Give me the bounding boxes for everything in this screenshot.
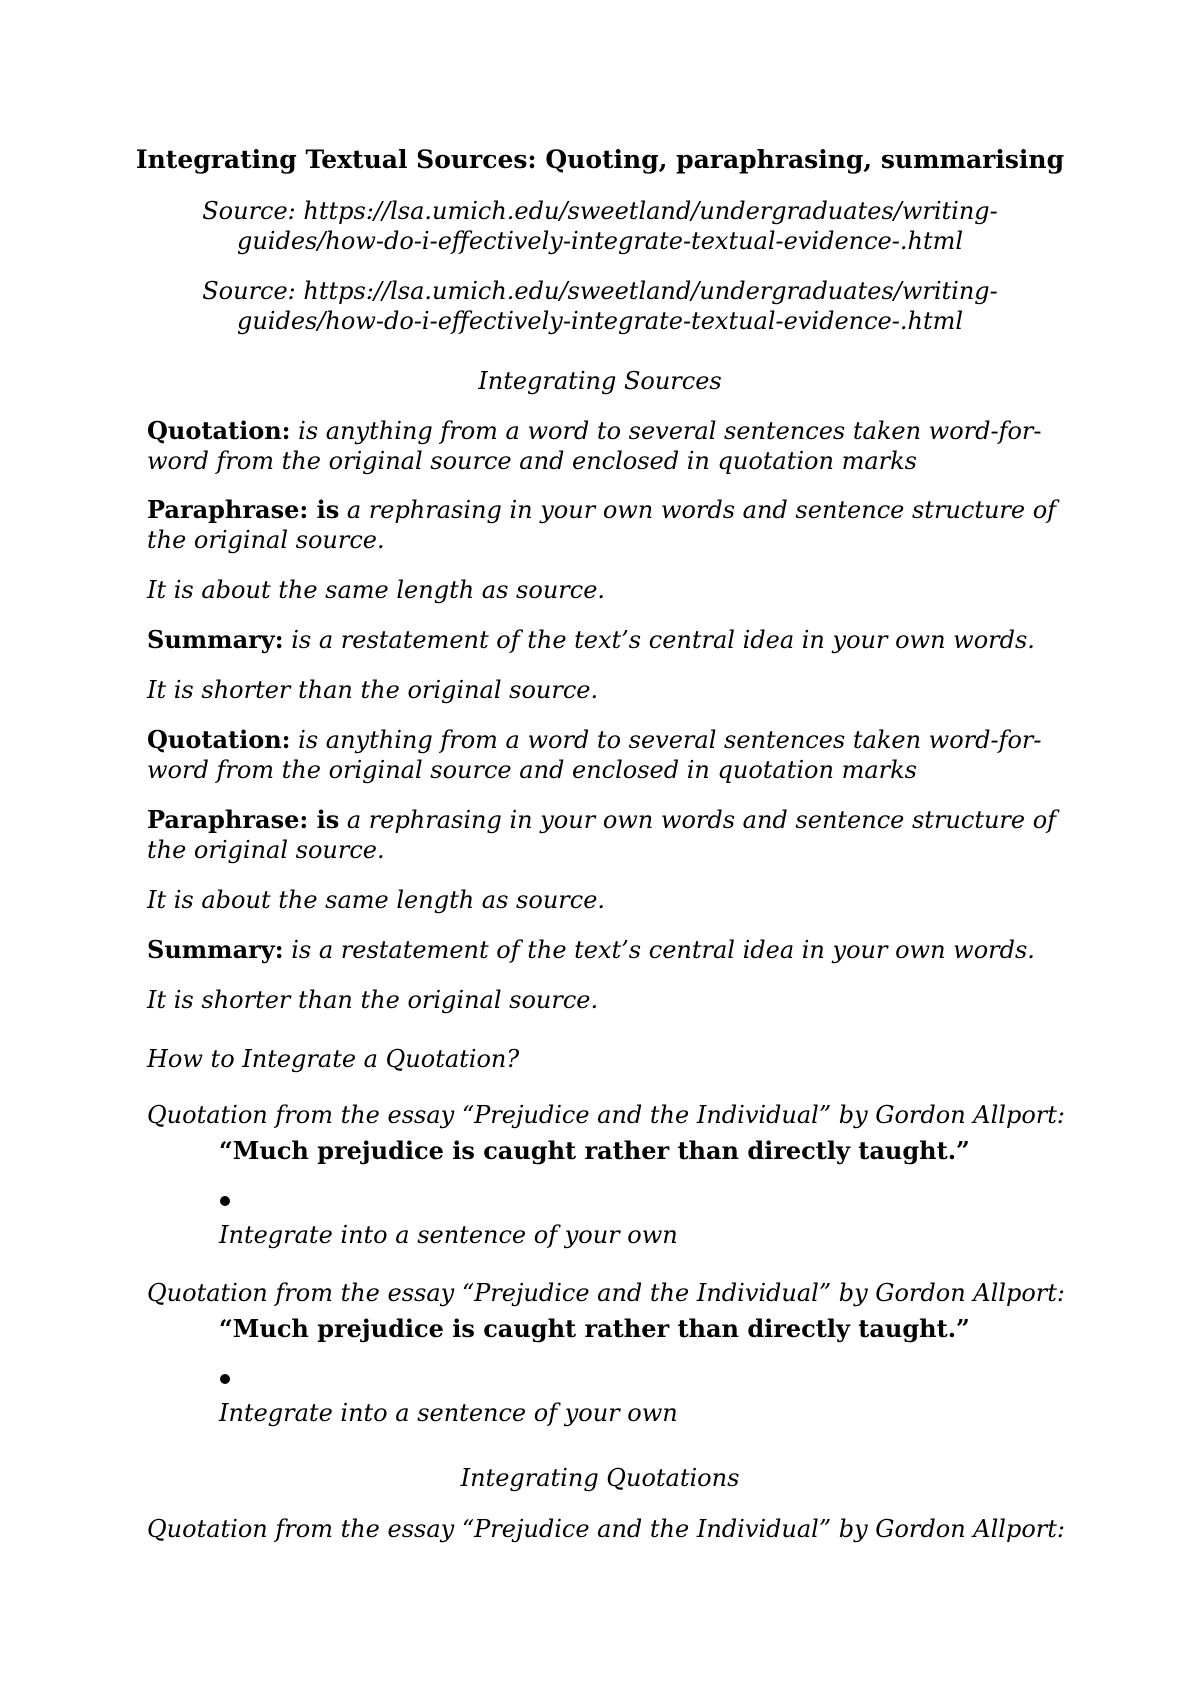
paraphrase-is: is <box>308 805 340 834</box>
quotation-definition-2 <box>147 725 1042 755</box>
integrate-instruction-2: Integrate into a sentence of your own <box>219 1399 678 1427</box>
summary-label: Summary: <box>147 625 284 654</box>
paraphrase-label: Paraphrase: <box>147 805 309 834</box>
source-2-line-2: guides/how-do-i-effectively-integrate-textual-evidence-.html <box>236 307 964 335</box>
document-title: Integrating Textual Sources: Quoting, paraphrasing, summarising <box>135 145 1065 174</box>
summary-definition-2 <box>147 935 1035 965</box>
quotation-intro-3: Quotation from the essay “Prejudice and the Individual” by Gordon Allport: <box>147 1515 1065 1543</box>
bullet-point-2 <box>220 1374 230 1384</box>
quotation-definition-1 <box>147 416 1042 446</box>
paraphrase-text: a rephrasing in your own words and sentence structure of <box>339 806 1057 834</box>
quotation-text: is anything from a word to several sentences taken word-for- <box>290 417 1042 445</box>
paraphrase-is: is <box>308 495 340 524</box>
quotation-definition-2-cont: word from the original source and enclosed in quotation marks <box>147 756 917 784</box>
quotation-label: Quotation: <box>147 725 291 754</box>
summary-note-1: It is shorter than the original source. <box>147 676 599 704</box>
quotation-text: is anything from a word to several sentences taken word-for- <box>290 726 1042 754</box>
how-to-heading: How to Integrate a Quotation? <box>147 1045 520 1073</box>
source-1-line-2: guides/how-do-i-effectively-integrate-textual-evidence-.html <box>236 227 964 255</box>
paraphrase-definition-2-cont: the original source. <box>147 836 385 864</box>
summary-text: is a restatement of the text’s central idea in your own words. <box>283 936 1035 964</box>
quotation-definition-1-cont: word from the original source and enclosed in quotation marks <box>147 447 917 475</box>
summary-note-2: It is shorter than the original source. <box>147 986 599 1014</box>
paraphrase-text: a rephrasing in your own words and sentence structure of <box>339 496 1057 524</box>
summary-label: Summary: <box>147 935 284 964</box>
quotation-intro-2: Quotation from the essay “Prejudice and the Individual” by Gordon Allport: <box>147 1279 1065 1307</box>
paraphrase-definition-1-cont: the original source. <box>147 526 385 554</box>
summary-definition-1 <box>147 625 1035 655</box>
quotation-label: Quotation: <box>147 416 291 445</box>
paraphrase-definition-1 <box>147 495 1056 525</box>
quotation-intro-1: Quotation from the essay “Prejudice and the Individual” by Gordon Allport: <box>147 1101 1065 1129</box>
paraphrase-label: Paraphrase: <box>147 495 309 524</box>
paraphrase-note-1: It is about the same length as source. <box>147 576 606 604</box>
paraphrase-note-2: It is about the same length as source. <box>147 886 606 914</box>
summary-text: is a restatement of the text’s central idea in your own words. <box>283 626 1035 654</box>
source-2-line-1: Source: https://lsa.umich.edu/sweetland/undergraduates/writing- <box>202 277 998 305</box>
allport-quote-2: “Much prejudice is caught rather than directly taught.” <box>219 1314 970 1343</box>
section-heading-integrating-quotations: Integrating Quotations <box>460 1464 740 1492</box>
section-heading-integrating-sources: Integrating Sources <box>478 367 722 395</box>
bullet-point-1 <box>220 1196 230 1206</box>
source-1-line-1: Source: https://lsa.umich.edu/sweetland/undergraduates/writing- <box>202 197 998 225</box>
integrate-instruction-1: Integrate into a sentence of your own <box>219 1221 678 1249</box>
allport-quote-1: “Much prejudice is caught rather than directly taught.” <box>219 1136 970 1165</box>
paraphrase-definition-2 <box>147 805 1056 835</box>
